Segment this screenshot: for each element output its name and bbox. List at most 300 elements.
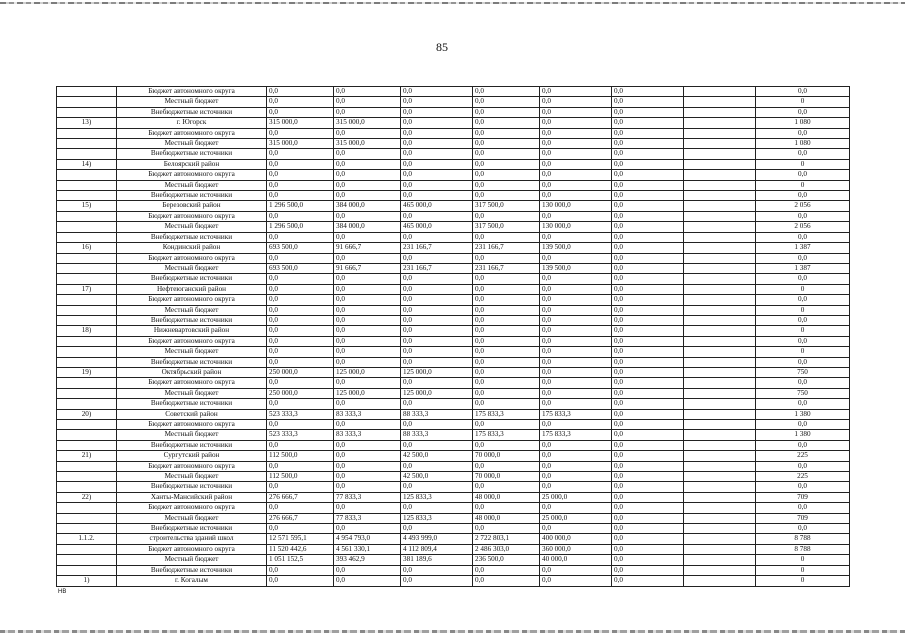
- capacity-cell: 8 788: [756, 534, 850, 544]
- value-cell: 125 833,3: [401, 492, 473, 502]
- value-cell: 0,0: [473, 305, 540, 315]
- table-row: [57, 118, 850, 128]
- value-cell: 0,0: [473, 128, 540, 138]
- table-row: [57, 97, 850, 107]
- table-row: [57, 326, 850, 336]
- value-cell: 0,0: [473, 378, 540, 388]
- row-name-cell: Бюджет автономного округа: [117, 253, 267, 263]
- value-cell: 231 166,7: [473, 243, 540, 253]
- value-cell: 0,0: [334, 461, 401, 471]
- table-row: [57, 472, 850, 482]
- value-cell: 0,0: [612, 191, 684, 201]
- value-cell: 0,0: [267, 399, 334, 409]
- value-cell: 0,0: [267, 503, 334, 513]
- row-number-cell: [57, 97, 117, 107]
- value-cell: 0,0: [473, 295, 540, 305]
- value-cell: 175 833,3: [540, 409, 612, 419]
- value-cell: 231 166,7: [401, 263, 473, 273]
- capacity-cell: 0,0: [756, 232, 850, 242]
- value-cell: 0,0: [612, 284, 684, 294]
- capacity-cell: 0,0: [756, 170, 850, 180]
- row-name-cell: Местный бюджет: [117, 347, 267, 357]
- value-cell: 0,0: [334, 170, 401, 180]
- value-cell: 0,0: [612, 118, 684, 128]
- capacity-cell: 709: [756, 492, 850, 502]
- table-row: [57, 388, 850, 398]
- row-name-cell: Местный бюджет: [117, 430, 267, 440]
- capacity-cell: 1 080: [756, 118, 850, 128]
- row-number-cell: 1.1.2.: [57, 534, 117, 544]
- value-cell: 393 462,9: [334, 555, 401, 565]
- value-cell: 0,0: [334, 97, 401, 107]
- value-cell: 175 833,3: [473, 409, 540, 419]
- capacity-cell: 2 056: [756, 201, 850, 211]
- row-number-cell: [57, 170, 117, 180]
- capacity-cell: 0,0: [756, 336, 850, 346]
- table-row: [57, 544, 850, 554]
- value-cell: 0,0: [540, 139, 612, 149]
- value-cell: 317 500,0: [473, 222, 540, 232]
- table-row: [57, 191, 850, 201]
- table-row: [57, 524, 850, 534]
- row-name-cell: Бюджет автономного округа: [117, 128, 267, 138]
- row-number-cell: 19): [57, 367, 117, 377]
- value-cell: 0,0: [401, 336, 473, 346]
- value-cell: 0,0: [473, 274, 540, 284]
- value-cell: 0,0: [612, 388, 684, 398]
- value-cell: 0,0: [612, 472, 684, 482]
- value-cell: 0,0: [334, 253, 401, 263]
- empty-cell: [684, 253, 756, 263]
- table-row: [57, 87, 850, 97]
- value-cell: 0,0: [334, 440, 401, 450]
- value-cell: 0,0: [267, 170, 334, 180]
- capacity-cell: 1 387: [756, 263, 850, 273]
- value-cell: 40 000,0: [540, 555, 612, 565]
- value-cell: 0,0: [612, 170, 684, 180]
- row-number-cell: 18): [57, 326, 117, 336]
- row-number-cell: [57, 180, 117, 190]
- table-row: [57, 492, 850, 502]
- value-cell: 0,0: [401, 461, 473, 471]
- value-cell: 42 500,0: [401, 472, 473, 482]
- value-cell: 0,0: [473, 149, 540, 159]
- row-number-cell: 15): [57, 201, 117, 211]
- value-cell: 0,0: [401, 232, 473, 242]
- value-cell: 0,0: [267, 565, 334, 575]
- value-cell: 0,0: [334, 378, 401, 388]
- value-cell: 250 000,0: [267, 388, 334, 398]
- value-cell: 0,0: [473, 347, 540, 357]
- value-cell: 0,0: [540, 461, 612, 471]
- value-cell: 0,0: [540, 524, 612, 534]
- value-cell: 0,0: [540, 326, 612, 336]
- value-cell: 465 000,0: [401, 222, 473, 232]
- value-cell: 4 112 809,4: [401, 544, 473, 554]
- value-cell: 48 000,0: [473, 513, 540, 523]
- empty-cell: [684, 420, 756, 430]
- value-cell: 0,0: [267, 461, 334, 471]
- value-cell: 0,0: [401, 97, 473, 107]
- value-cell: 2 722 803,1: [473, 534, 540, 544]
- value-cell: 0,0: [401, 149, 473, 159]
- value-cell: 70 000,0: [473, 451, 540, 461]
- capacity-cell: 0,0: [756, 128, 850, 138]
- value-cell: 0,0: [612, 211, 684, 221]
- row-name-cell: Бюджет автономного округа: [117, 544, 267, 554]
- row-name-cell: Внебюджетные источники: [117, 440, 267, 450]
- value-cell: 0,0: [612, 555, 684, 565]
- page-number: 85: [436, 40, 448, 54]
- value-cell: 0,0: [267, 440, 334, 450]
- value-cell: 0,0: [540, 107, 612, 117]
- value-cell: 0,0: [267, 191, 334, 201]
- value-cell: 231 166,7: [473, 263, 540, 273]
- value-cell: 0,0: [473, 399, 540, 409]
- table-row: [57, 451, 850, 461]
- value-cell: 0,0: [267, 284, 334, 294]
- table-row: [57, 274, 850, 284]
- value-cell: 0,0: [540, 503, 612, 513]
- value-cell: 0,0: [540, 482, 612, 492]
- value-cell: 12 571 595,1: [267, 534, 334, 544]
- value-cell: 0,0: [612, 149, 684, 159]
- table-row: [57, 430, 850, 440]
- row-name-cell: Местный бюджет: [117, 263, 267, 273]
- budget-table-body: [57, 87, 850, 587]
- value-cell: 315 000,0: [267, 118, 334, 128]
- value-cell: 88 333,3: [401, 430, 473, 440]
- value-cell: 0,0: [612, 461, 684, 471]
- row-name-cell: Ханты-Мансийский район: [117, 492, 267, 502]
- empty-cell: [684, 180, 756, 190]
- row-name-cell: Местный бюджет: [117, 472, 267, 482]
- value-cell: 0,0: [267, 211, 334, 221]
- value-cell: 0,0: [612, 232, 684, 242]
- value-cell: 0,0: [612, 107, 684, 117]
- value-cell: 0,0: [612, 274, 684, 284]
- row-name-cell: г. Когалым: [117, 576, 267, 586]
- value-cell: 0,0: [540, 440, 612, 450]
- value-cell: 130 000,0: [540, 201, 612, 211]
- empty-cell: [684, 263, 756, 273]
- value-cell: 0,0: [401, 191, 473, 201]
- table-row: [57, 107, 850, 117]
- value-cell: 0,0: [267, 378, 334, 388]
- value-cell: 0,0: [334, 503, 401, 513]
- capacity-cell: 0: [756, 576, 850, 586]
- value-cell: 0,0: [473, 440, 540, 450]
- value-cell: 0,0: [473, 420, 540, 430]
- value-cell: 0,0: [334, 191, 401, 201]
- value-cell: 0,0: [401, 326, 473, 336]
- value-cell: 0,0: [267, 305, 334, 315]
- table-row: [57, 482, 850, 492]
- value-cell: 276 666,7: [267, 513, 334, 523]
- row-number-cell: [57, 232, 117, 242]
- value-cell: 0,0: [540, 576, 612, 586]
- value-cell: 0,0: [540, 87, 612, 97]
- value-cell: 0,0: [401, 347, 473, 357]
- value-cell: 0,0: [334, 565, 401, 575]
- empty-cell: [684, 388, 756, 398]
- empty-cell: [684, 274, 756, 284]
- row-number-cell: [57, 87, 117, 97]
- table-row: [57, 409, 850, 419]
- value-cell: 0,0: [401, 284, 473, 294]
- row-name-cell: Бюджет автономного округа: [117, 170, 267, 180]
- value-cell: 48 000,0: [473, 492, 540, 502]
- row-name-cell: г. Югорск: [117, 118, 267, 128]
- row-name-cell: Бюджет автономного округа: [117, 211, 267, 221]
- empty-cell: [684, 295, 756, 305]
- table-row: [57, 440, 850, 450]
- value-cell: 0,0: [612, 420, 684, 430]
- row-number-cell: [57, 388, 117, 398]
- row-name-cell: Кондинский район: [117, 243, 267, 253]
- value-cell: 250 000,0: [267, 367, 334, 377]
- row-number-cell: [57, 357, 117, 367]
- empty-cell: [684, 315, 756, 325]
- empty-cell: [684, 284, 756, 294]
- row-number-cell: 17): [57, 284, 117, 294]
- capacity-cell: 0,0: [756, 440, 850, 450]
- value-cell: 0,0: [540, 315, 612, 325]
- value-cell: 125 000,0: [401, 367, 473, 377]
- capacity-cell: 0,0: [756, 191, 850, 201]
- value-cell: 4 561 330,1: [334, 544, 401, 554]
- value-cell: 0,0: [401, 565, 473, 575]
- value-cell: 0,0: [612, 347, 684, 357]
- empty-cell: [684, 482, 756, 492]
- value-cell: 0,0: [334, 347, 401, 357]
- value-cell: 0,0: [401, 482, 473, 492]
- value-cell: 0,0: [473, 326, 540, 336]
- value-cell: 0,0: [540, 191, 612, 201]
- row-number-cell: [57, 513, 117, 523]
- value-cell: 0,0: [401, 315, 473, 325]
- row-name-cell: Бюджет автономного округа: [117, 378, 267, 388]
- value-cell: 0,0: [612, 534, 684, 544]
- table-row: [57, 149, 850, 159]
- value-cell: 0,0: [540, 367, 612, 377]
- value-cell: 0,0: [612, 295, 684, 305]
- empty-cell: [684, 544, 756, 554]
- value-cell: 0,0: [540, 211, 612, 221]
- value-cell: 0,0: [267, 482, 334, 492]
- capacity-cell: 0,0: [756, 315, 850, 325]
- value-cell: 0,0: [612, 263, 684, 273]
- capacity-cell: 0: [756, 159, 850, 169]
- empty-cell: [684, 232, 756, 242]
- table-row: [57, 513, 850, 523]
- value-cell: 0,0: [401, 305, 473, 315]
- value-cell: 0,0: [473, 576, 540, 586]
- value-cell: 0,0: [267, 420, 334, 430]
- capacity-cell: 0,0: [756, 87, 850, 97]
- row-name-cell: Местный бюджет: [117, 222, 267, 232]
- table-row: [57, 378, 850, 388]
- value-cell: 0,0: [473, 253, 540, 263]
- value-cell: 91 666,7: [334, 263, 401, 273]
- row-number-cell: [57, 315, 117, 325]
- capacity-cell: 0: [756, 305, 850, 315]
- value-cell: 0,0: [267, 97, 334, 107]
- row-number-cell: [57, 461, 117, 471]
- row-name-cell: Внебюджетные источники: [117, 274, 267, 284]
- value-cell: 139 500,0: [540, 243, 612, 253]
- value-cell: 0,0: [540, 305, 612, 315]
- row-number-cell: [57, 420, 117, 430]
- row-number-cell: [57, 305, 117, 315]
- table-row: [57, 347, 850, 357]
- value-cell: 384 000,0: [334, 222, 401, 232]
- table-row: [57, 232, 850, 242]
- empty-cell: [684, 211, 756, 221]
- value-cell: 2 486 303,0: [473, 544, 540, 554]
- row-number-cell: [57, 139, 117, 149]
- value-cell: 0,0: [540, 295, 612, 305]
- value-cell: 1 296 500,0: [267, 222, 334, 232]
- table-row: [57, 170, 850, 180]
- table-row: [57, 399, 850, 409]
- value-cell: 0,0: [540, 378, 612, 388]
- value-cell: 0,0: [612, 243, 684, 253]
- table-row: [57, 305, 850, 315]
- row-name-cell: Местный бюджет: [117, 139, 267, 149]
- table-row: [57, 211, 850, 221]
- value-cell: 317 500,0: [473, 201, 540, 211]
- row-number-cell: [57, 211, 117, 221]
- value-cell: 0,0: [473, 482, 540, 492]
- value-cell: 0,0: [540, 420, 612, 430]
- table-row: [57, 336, 850, 346]
- row-number-cell: [57, 263, 117, 273]
- value-cell: 0,0: [401, 159, 473, 169]
- capacity-cell: 2 056: [756, 222, 850, 232]
- empty-cell: [684, 118, 756, 128]
- value-cell: 0,0: [334, 284, 401, 294]
- row-number-cell: [57, 440, 117, 450]
- row-name-cell: Внебюджетные источники: [117, 315, 267, 325]
- value-cell: 0,0: [612, 97, 684, 107]
- table-row: [57, 253, 850, 263]
- value-cell: 0,0: [401, 420, 473, 430]
- value-cell: 0,0: [401, 576, 473, 586]
- value-cell: 83 333,3: [334, 409, 401, 419]
- table-row: [57, 295, 850, 305]
- value-cell: 0,0: [267, 524, 334, 534]
- empty-cell: [684, 430, 756, 440]
- value-cell: 0,0: [334, 149, 401, 159]
- row-number-cell: 13): [57, 118, 117, 128]
- empty-cell: [684, 170, 756, 180]
- value-cell: 0,0: [334, 274, 401, 284]
- capacity-cell: 1 380: [756, 430, 850, 440]
- value-cell: 0,0: [612, 482, 684, 492]
- capacity-cell: 0,0: [756, 149, 850, 159]
- capacity-cell: 1 080: [756, 139, 850, 149]
- row-number-cell: [57, 565, 117, 575]
- table-row: [57, 243, 850, 253]
- row-name-cell: Внебюджетные источники: [117, 107, 267, 117]
- value-cell: 0,0: [334, 576, 401, 586]
- row-number-cell: [57, 399, 117, 409]
- table-row: [57, 180, 850, 190]
- value-cell: 0,0: [540, 180, 612, 190]
- row-name-cell: Внебюджетные источники: [117, 565, 267, 575]
- value-cell: 0,0: [473, 107, 540, 117]
- value-cell: 88 333,3: [401, 409, 473, 419]
- empty-cell: [684, 128, 756, 138]
- value-cell: 0,0: [473, 503, 540, 513]
- footer-mark: НВ: [58, 589, 67, 595]
- capacity-cell: 0,0: [756, 524, 850, 534]
- empty-cell: [684, 347, 756, 357]
- value-cell: 0,0: [540, 253, 612, 263]
- capacity-cell: 0: [756, 284, 850, 294]
- capacity-cell: 0: [756, 97, 850, 107]
- row-number-cell: [57, 378, 117, 388]
- value-cell: 0,0: [334, 305, 401, 315]
- value-cell: 0,0: [267, 336, 334, 346]
- table-row: [57, 159, 850, 169]
- empty-cell: [684, 451, 756, 461]
- value-cell: 0,0: [612, 576, 684, 586]
- value-cell: 0,0: [540, 284, 612, 294]
- value-cell: 0,0: [473, 232, 540, 242]
- value-cell: 1 296 500,0: [267, 201, 334, 211]
- table-row: [57, 139, 850, 149]
- table-row: [57, 576, 850, 586]
- empty-cell: [684, 409, 756, 419]
- value-cell: 0,0: [267, 253, 334, 263]
- value-cell: 0,0: [540, 118, 612, 128]
- row-number-cell: [57, 128, 117, 138]
- table-row: [57, 284, 850, 294]
- row-name-cell: Внебюджетные источники: [117, 149, 267, 159]
- value-cell: 0,0: [612, 180, 684, 190]
- value-cell: 125 000,0: [401, 388, 473, 398]
- value-cell: 0,0: [612, 492, 684, 502]
- value-cell: 0,0: [612, 513, 684, 523]
- value-cell: 231 166,7: [401, 243, 473, 253]
- value-cell: 0,0: [267, 326, 334, 336]
- row-name-cell: Местный бюджет: [117, 555, 267, 565]
- row-name-cell: Бюджет автономного округа: [117, 461, 267, 471]
- value-cell: 25 000,0: [540, 492, 612, 502]
- row-number-cell: [57, 274, 117, 284]
- value-cell: 0,0: [540, 232, 612, 242]
- row-number-cell: 14): [57, 159, 117, 169]
- capacity-cell: 1 380: [756, 409, 850, 419]
- row-number-cell: [57, 149, 117, 159]
- value-cell: 4 954 793,0: [334, 534, 401, 544]
- value-cell: 0,0: [540, 347, 612, 357]
- row-name-cell: Местный бюджет: [117, 97, 267, 107]
- empty-cell: [684, 357, 756, 367]
- empty-cell: [684, 503, 756, 513]
- value-cell: 0,0: [612, 430, 684, 440]
- value-cell: 0,0: [612, 378, 684, 388]
- empty-cell: [684, 524, 756, 534]
- value-cell: 0,0: [612, 524, 684, 534]
- capacity-cell: 0,0: [756, 482, 850, 492]
- value-cell: 0,0: [401, 128, 473, 138]
- capacity-cell: 0,0: [756, 399, 850, 409]
- row-name-cell: Внебюджетные источники: [117, 357, 267, 367]
- row-name-cell: Внебюджетные источники: [117, 191, 267, 201]
